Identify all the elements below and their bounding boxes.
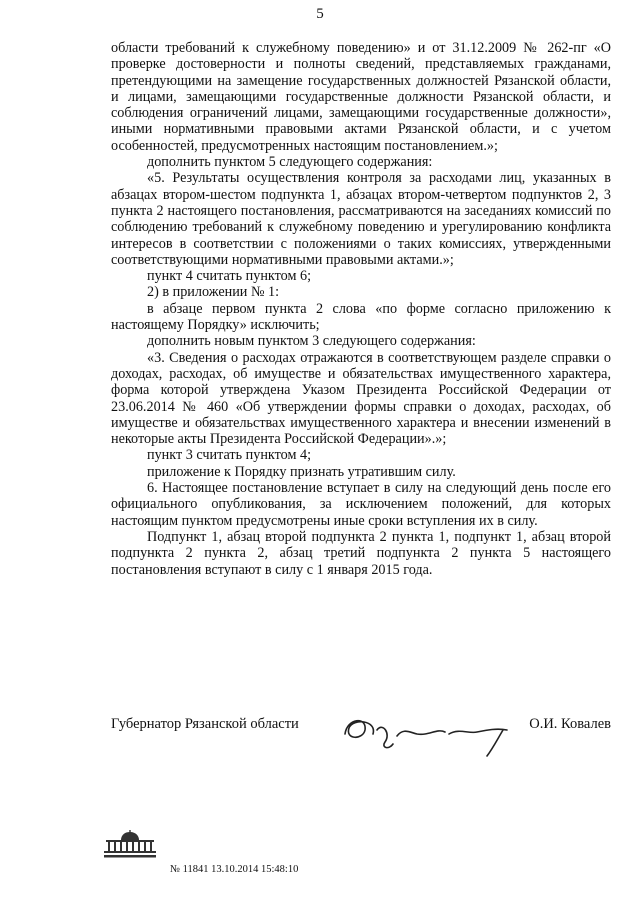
paragraph: области требований к служебному поведению» и от 31.12.2009 № 262-пг «О проверке достоверности и полноты сведений, представляемых гражданами, претендующими на замещение государственных должностей Рязанской области, и лицами, замещающими государственные должности Рязанской области, и соблюдения ограничений лицами, замещающими государственные должности», иными нормативными правовыми актами Рязанской области, и с учетом особенностей, предусмотренных настоящим постановлением.»; — [111, 40, 611, 154]
signature-block — [111, 712, 611, 772]
paragraph: 6. Настоящее постановление вступает в силу на следующий день после его официального опубликования, за исключением положений, для которых настоящим пунктом предусмотрены иные сроки вступления их в силу. — [111, 480, 611, 529]
paragraph: приложение к Порядку признать утратившим силу. — [147, 463, 456, 480]
paragraph: «3. Сведения о расходах отражаются в соответствующем разделе справки о доходах, расходах, об имуществе и обязательствах имущественного характера, форма которой утверждена Указом Президента Российской Федерации от 23.06.2014 № 460 «Об утверждении формы справки о доходах, расходах, об имуществе и обязательствах имущественного характера и внесении изменений в некоторые акты Президента Российской Федерации».»; — [111, 349, 611, 448]
registration-stamp — [100, 830, 500, 880]
paragraph: дополнить пунктом 5 следующего содержания: — [147, 154, 433, 171]
paragraph: пункт 4 считать пунктом 6; — [147, 268, 312, 285]
registration-number: № 11841 13.10.2014 15:48:10 — [170, 864, 299, 875]
paragraph: пункт 3 считать пунктом 4; — [147, 447, 312, 464]
signatory-position: Губернатор Рязанской области — [111, 716, 299, 732]
paragraph: дополнить новым пунктом 3 следующего содержания: — [147, 333, 476, 350]
document-body — [111, 40, 611, 578]
paragraph: Подпункт 1, абзац второй подпункта 2 пункта 1, подпункт 1, абзац второй подпункта 2 пункта 2, абзац третий подпункта 2 пункта 5 настоящего постановления вступают в силу с 1 января 2015 года. — [111, 528, 611, 578]
government-building-icon — [100, 830, 160, 858]
page-number: 5 — [316, 6, 324, 22]
signatory-name: О.И. Ковалев — [529, 716, 611, 732]
paragraph: «5. Результаты осуществления контроля за расходами лиц, указанных в абзацах втором-шестом подпункта 1, абзацах втором-четвертом подпунктов 2, 3 пункта 2 настоящего постановления, рассматриваются на заседаниях комиссий по соблюдению требований к служебному поведению и урегулированию конфликта интересов в соответствии с положениями о таких комиссиях, утвержденными соответствующими нормативными правовыми актами.»; — [111, 170, 611, 268]
paragraph: в абзаце первом пункта 2 слова «по форме согласно приложению к настоящему Порядку» исключить; — [111, 300, 611, 334]
paragraph: 2) в приложении № 1: — [147, 284, 280, 301]
handwritten-signature — [337, 704, 517, 764]
